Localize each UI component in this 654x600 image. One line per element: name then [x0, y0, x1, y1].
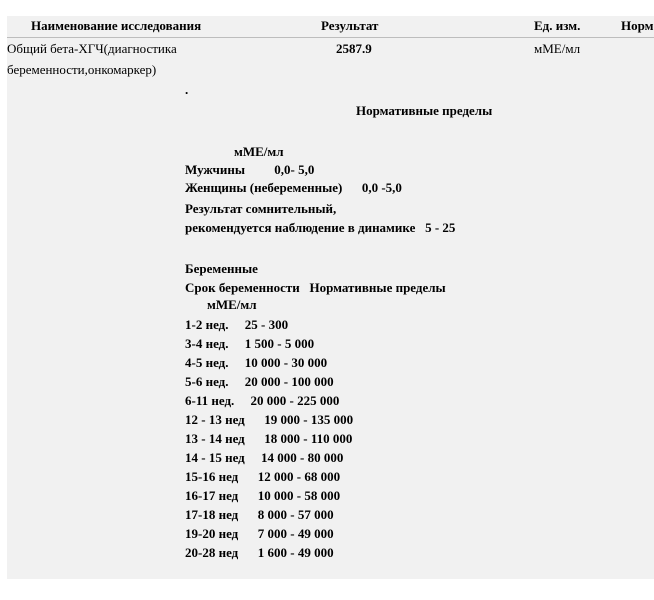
week-range-row: 16-17 нед 10 000 - 58 000 — [185, 488, 341, 503]
week-range-row: 6-11 нед. 20 000 - 225 000 — [185, 393, 340, 408]
notes-recommend: рекомендуется наблюдение в динамике 5 - 25 — [185, 220, 456, 235]
notes-term-header: Срок беременности Нормативные пределы — [185, 280, 446, 295]
week-range-row: 4-5 нед. 10 000 - 30 000 — [185, 355, 328, 370]
week-range-row: 15-16 нед 12 000 - 68 000 — [185, 469, 341, 484]
week-range-row: 12 - 13 нед 19 000 - 135 000 — [185, 412, 354, 427]
week-range-row: 19-20 нед 7 000 - 49 000 — [185, 526, 334, 541]
week-range-row: 20-28 нед 1 600 - 49 000 — [185, 545, 334, 560]
notes-dot: . — [185, 82, 189, 97]
notes-title: Нормативные пределы — [356, 103, 493, 118]
notes-women: Женщины (небеременные) 0,0 -5,0 — [185, 180, 402, 195]
notes-men: Мужчины 0,0- 5,0 — [185, 162, 315, 177]
week-range-row: 17-18 нед 8 000 - 57 000 — [185, 507, 334, 522]
test-name-line2: беременности,онкомаркер) — [7, 62, 157, 77]
notes-doubtful: Результат сомнительный, — [185, 201, 337, 216]
week-range-row: 1-2 нед. 25 - 300 — [185, 317, 289, 332]
notes-pregnant: Беременные — [185, 261, 258, 276]
week-range-row: 14 - 15 нед 14 000 - 80 000 — [185, 450, 344, 465]
unit-value: мМЕ/мл — [534, 41, 581, 56]
notes-term-unit: мМЕ/мл — [207, 297, 257, 312]
week-range-row: 13 - 14 нед 18 000 - 110 000 — [185, 431, 353, 446]
test-name-line1: Общий бета-ХГЧ(диагностика — [7, 41, 177, 56]
header-divider — [7, 37, 654, 38]
week-range-row: 5-6 нед. 20 000 - 100 000 — [185, 374, 334, 389]
notes-unit: мМЕ/мл — [234, 144, 284, 159]
header-result: Результат — [321, 18, 379, 33]
header-norm: Норм — [621, 18, 654, 33]
lab-results-sheet — [7, 16, 654, 579]
header-unit: Ед. изм. — [534, 18, 581, 33]
header-test-name: Наименование исследования — [31, 18, 202, 33]
week-range-row: 3-4 нед. 1 500 - 5 000 — [185, 336, 315, 351]
result-value: 2587.9 — [336, 41, 372, 56]
